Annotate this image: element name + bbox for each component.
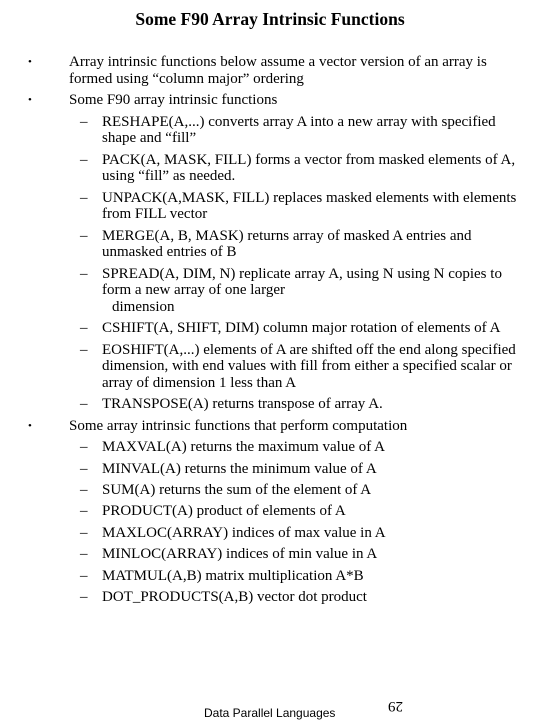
dash-marker: – xyxy=(80,113,88,130)
dash-marker: – xyxy=(80,320,88,337)
sub-item xyxy=(0,190,540,223)
bullet-text: Some F90 array intrinsic functions xyxy=(69,92,278,109)
footer-text: Data Parallel Languages xyxy=(204,706,336,720)
bullet-item xyxy=(0,92,540,109)
sub-item xyxy=(0,546,540,563)
dash-marker: – xyxy=(80,460,88,477)
sub-item-text: RESHAPE(A,...) converts array A into a new array with specified shape and “fill” xyxy=(102,113,496,147)
sub-item-text: SUM(A) returns the sum of the element of A xyxy=(102,482,372,499)
sub-item xyxy=(0,482,540,499)
sub-item-text: SPREAD(A, DIM, N) replicate array A, using N using N copies to form a new array of one larger xyxy=(102,265,502,299)
sub-item-text: TRANSPOSE(A) returns transpose of array A. xyxy=(102,396,383,413)
sub-item-text: MERGE(A, B, MASK) returns array of masked A entries and unmasked entries of B xyxy=(102,227,472,261)
sub-item xyxy=(0,342,540,392)
dash-marker: – xyxy=(80,503,88,520)
bullet-marker: • xyxy=(28,419,32,432)
sub-item xyxy=(0,266,540,316)
sub-item xyxy=(0,320,540,337)
dash-marker: – xyxy=(80,151,88,168)
dash-marker: – xyxy=(80,524,88,541)
bullet-item xyxy=(0,418,540,435)
sub-item-continuation: dimension xyxy=(112,298,175,315)
sub-item-text: MATMUL(A,B) matrix multiplication A*B xyxy=(102,567,364,584)
dash-marker: – xyxy=(80,396,88,413)
dash-marker: – xyxy=(80,567,88,584)
bullet-text: Array intrinsic functions below assume a vector version of an array is formed using “column major” ordering xyxy=(69,54,487,87)
sub-item-text: MAXLOC(ARRAY) indices of max value in A xyxy=(102,524,386,541)
sub-item-text: EOSHIFT(A,...) elements of A are shifted off the end along specified dimension, with end values with fill from either a specified scalar or array of dimension 1 less than A xyxy=(102,341,516,391)
sub-item-text: PRODUCT(A) product of elements of A xyxy=(102,503,346,520)
sub-item xyxy=(0,152,540,185)
sub-item-text: UNPACK(A,MASK, FILL) replaces masked elements with elements from FILL vector xyxy=(102,189,517,223)
bullet-item xyxy=(0,54,540,87)
sub-item-text: DOT_PRODUCTS(A,B) vector dot product xyxy=(102,588,367,605)
dash-marker: – xyxy=(80,341,88,358)
sub-item-text: CSHIFT(A, SHIFT, DIM) column major rotation of elements of A xyxy=(102,320,501,337)
sub-item xyxy=(0,568,540,585)
dash-marker: – xyxy=(80,265,88,282)
dash-marker: – xyxy=(80,588,88,605)
dash-marker: – xyxy=(80,227,88,244)
sub-item xyxy=(0,525,540,542)
sub-item-text: MAXVAL(A) returns the maximum value of A xyxy=(102,439,386,456)
sub-item xyxy=(0,114,540,147)
bullet-marker: • xyxy=(28,94,32,107)
sub-item-text: MINVAL(A) returns the minimum value of A xyxy=(102,460,377,477)
page-number: 29 xyxy=(388,698,403,714)
sub-item xyxy=(0,228,540,261)
sub-item xyxy=(0,461,540,478)
sub-item xyxy=(0,589,540,606)
dash-marker: – xyxy=(80,439,88,456)
bullet-text: Some array intrinsic functions that perform computation xyxy=(69,417,408,434)
sub-item-text: PACK(A, MASK, FILL) forms a vector from masked elements of A, using “fill” as needed. xyxy=(102,151,516,185)
sub-item xyxy=(0,396,540,413)
sub-item xyxy=(0,503,540,520)
slide-title: Some F90 Array Intrinsic Functions xyxy=(135,9,405,29)
dash-marker: – xyxy=(80,546,88,563)
slide-body xyxy=(0,54,540,610)
sub-item xyxy=(0,439,540,456)
bullet-marker: • xyxy=(28,56,32,68)
dash-marker: – xyxy=(80,189,88,206)
sub-item-text: MINLOC(ARRAY) indices of min value in A xyxy=(102,546,378,563)
dash-marker: – xyxy=(80,482,88,499)
